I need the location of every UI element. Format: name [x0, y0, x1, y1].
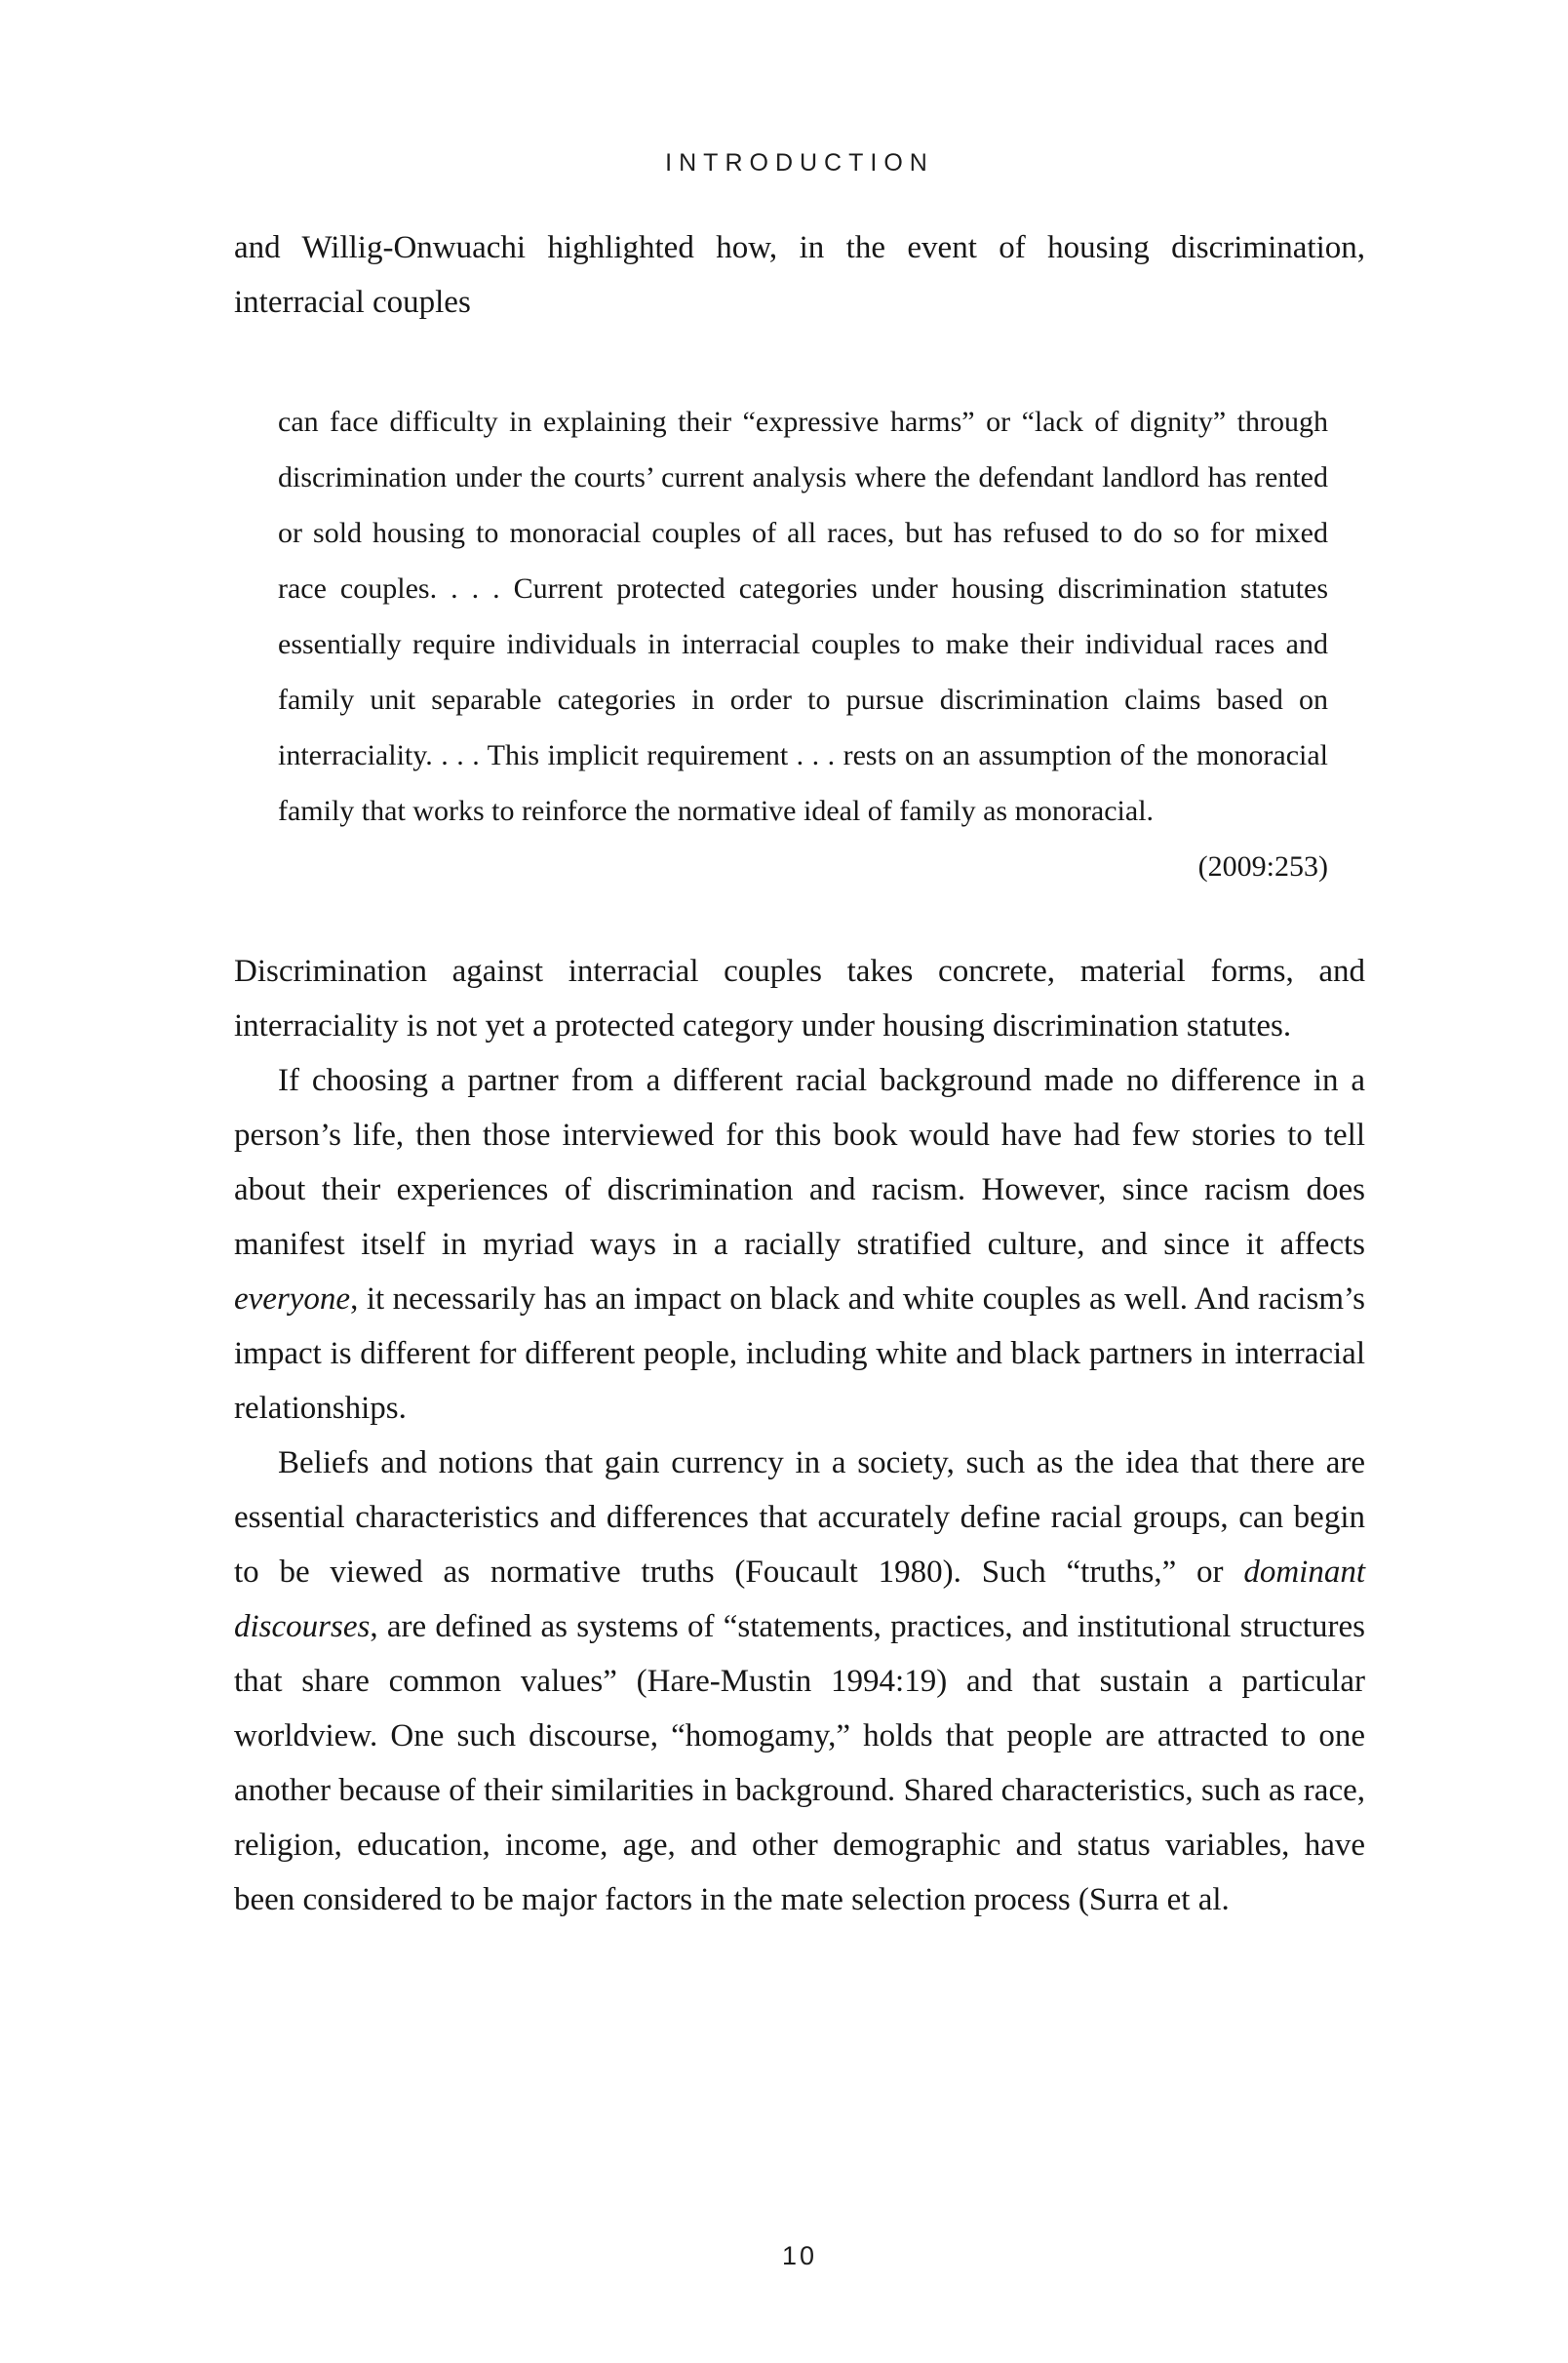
paragraph-if-choosing: If choosing a partner from a different racial background made no difference in a person’s life, then those interviewed for this book would have had few stories to tell about their experiences of discrimination and racism. However, since racism does manifest itself in myriad ways in a racially stratified culture, and since it affects everyone, it necessarily has an impact on black and white couples as well. And racism’s impact is different for different people, including white and black partners in interracial relationships. [234, 1063, 1365, 1426]
paragraph-lead-in: and Willig-Onwuachi highlighted how, in the event of housing discrimination, interracial couples [234, 230, 1365, 320]
block-quote: can face difficulty in explaining their “expressive harms” or “lack of dignity” through discrimination under the courts’ current analysis where the defendant landlord has rented or sold housing to monoracial couples of all races, but has refused to do so for mixed race couples. . . . Current protected categories under housing discrimination statutes essentially require individuals in interracial couples to make their individual races and family unit separable categories in order to pursue discrimination claims based on interraciality. . . . This implicit requirement . . . rests on an assumption of the monoracial family that works to reinforce the normative ideal of family as monoracial. [278, 406, 1328, 827]
running-head: INTRODUCTION [665, 149, 934, 177]
paragraph-beliefs: Beliefs and notions that gain currency in a society, such as the idea that there are essential characteristics and differences that accurately define racial groups, can begin to be viewed as normative truths (Foucault 1980). Such “truths,” or dominant discourses, are defined as systems of “statements, practices, and institutional structures that share common values” (Hare-Mustin 1994:19) and that sustain a particular worldview. One such discourse, “homogamy,” holds that people are attracted to one another because of their similarities in background. Shared characteristics, such as race, religion, education, income, age, and other demographic and status variables, have been considered to be major factors in the mate selection process (Surra et al. [234, 1445, 1365, 1917]
text-block [234, 220, 1365, 1927]
page-number: 10 [781, 2241, 818, 2270]
quote-attribution: (2009:253) [1197, 850, 1328, 883]
paragraph-discrimination: Discrimination against interracial couples takes concrete, material forms, and interraciality is not yet a protected category under housing discrimination statutes. [234, 954, 1365, 1044]
